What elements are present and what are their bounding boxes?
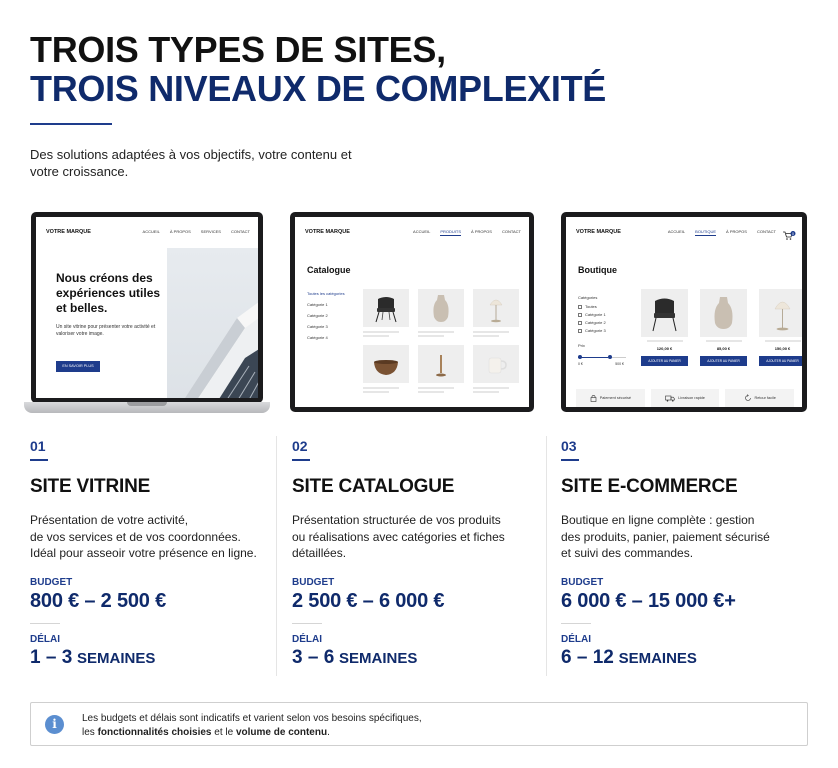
building-illustration xyxy=(167,248,258,398)
delay-label: DÉLAI xyxy=(30,634,60,645)
catalogue-category-list xyxy=(307,291,359,346)
catalogue-nav-contact[interactable]: CONTACT xyxy=(501,229,521,234)
truck-icon xyxy=(665,395,675,402)
price-max: 500 € xyxy=(615,362,624,366)
boutique-page-title: Boutique xyxy=(578,265,617,275)
column-separator xyxy=(546,436,547,676)
vitrine-nav-contact[interactable]: CONTACT xyxy=(230,229,250,234)
filter-checkbox[interactable]: Catégorie 2 xyxy=(578,320,638,325)
category-link[interactable]: Catégorie 1 xyxy=(307,302,328,307)
ecommerce-nav-boutique[interactable]: BOUTIQUE xyxy=(695,229,717,234)
delay-label: DÉLAI xyxy=(561,634,591,645)
offer-number-divider xyxy=(30,459,48,461)
title-line-1: TROIS TYPES DE SITES, xyxy=(30,29,446,70)
product-price: 85,00 € xyxy=(716,346,731,351)
budget-divider xyxy=(561,623,591,624)
trust-fast-delivery: Livraison rapide xyxy=(651,389,720,407)
budget-value: 6 000 € – 15 000 €+ xyxy=(561,590,736,612)
info-icon: i xyxy=(45,715,64,734)
catalogue-nav-produits[interactable]: PRODUITS xyxy=(440,229,462,234)
vitrine-hero-text: Un site vitrine pour présenter votre activité et valoriser votre image. xyxy=(56,324,156,337)
filter-checkbox[interactable]: Catégorie 3 xyxy=(578,328,638,333)
vase-image xyxy=(700,289,747,337)
shop-product-card xyxy=(641,289,688,366)
offer-title: SITE CATALOGUE xyxy=(292,476,455,497)
cart-icon[interactable] xyxy=(782,228,796,246)
laptop-mockup-vitrine xyxy=(31,212,263,403)
lamp-image xyxy=(473,289,519,327)
offer-description: Boutique en ligne complète : gestion des produits, panier, paiement sécurisé et suivi des commandes. xyxy=(561,513,770,560)
ecommerce-nav-apropos[interactable]: À PROPOS xyxy=(726,229,747,234)
title-line-2: TROIS NIVEAUX DE COMPLEXITÉ xyxy=(30,68,606,109)
catalogue-nav-accueil[interactable]: ACCUEIL xyxy=(413,229,431,234)
category-link[interactable]: Catégorie 3 xyxy=(307,324,328,329)
add-to-cart-button[interactable]: AJOUTER AU PANIER xyxy=(641,356,688,366)
offer-column-ecommerce xyxy=(561,438,801,669)
product-card[interactable] xyxy=(473,345,519,393)
catalogue-nav-apropos[interactable]: À PROPOS xyxy=(471,229,492,234)
ecommerce-nav-accueil[interactable]: ACCUEIL xyxy=(667,229,686,234)
title-divider xyxy=(30,123,112,125)
delay-value: 1 – 3 SEMAINES xyxy=(30,647,156,668)
offer-column-catalogue xyxy=(292,438,532,669)
boutique-filters xyxy=(578,295,638,366)
product-card[interactable] xyxy=(418,345,464,393)
vitrine-hero-title: Nous créons des expériences utiles et belles. xyxy=(56,271,161,315)
trust-badges xyxy=(576,389,794,407)
vitrine-brand: VOTRE MARQUE xyxy=(46,229,91,235)
catalogue-product-grid xyxy=(363,289,519,393)
ecommerce-nav xyxy=(566,229,802,241)
product-price: 150,00 € xyxy=(774,346,791,351)
budget-label: BUDGET xyxy=(561,577,604,588)
budget-value: 800 € – 2 500 € xyxy=(30,590,167,612)
delay-value: 6 – 12 SEMAINES xyxy=(561,647,697,668)
product-card[interactable] xyxy=(363,289,409,337)
vitrine-nav-accueil[interactable]: ACCUEIL xyxy=(142,229,160,234)
architecture-image xyxy=(167,248,258,398)
lamp-image xyxy=(759,289,802,337)
catalogue-page-title: Catalogue xyxy=(307,265,351,275)
budget-label: BUDGET xyxy=(292,577,335,588)
filter-checkbox[interactable]: Catégorie 1 xyxy=(578,312,638,317)
offer-number: 03 xyxy=(561,438,577,454)
vitrine-learn-more-button[interactable]: EN SAVOIR PLUS xyxy=(56,361,100,372)
product-price: 120,00 € xyxy=(656,346,673,351)
filter-label: Catégories xyxy=(578,295,598,300)
category-link[interactable]: Catégorie 2 xyxy=(307,313,328,318)
offer-column-vitrine xyxy=(30,438,270,669)
product-card[interactable] xyxy=(418,289,464,337)
price-label: Prix xyxy=(578,343,585,348)
price-slider[interactable] xyxy=(578,354,638,360)
chair-image xyxy=(363,289,409,327)
vitrine-screen xyxy=(36,217,258,398)
offer-number-divider xyxy=(292,459,310,461)
offer-description: Présentation structurée de vos produits ou réalisations avec catégories et fiches détaillées. xyxy=(292,513,505,560)
boutique-product-grid xyxy=(641,289,802,366)
monitor-mockup-catalogue xyxy=(290,212,534,412)
offer-title: SITE VITRINE xyxy=(30,476,151,497)
budget-divider xyxy=(292,623,322,624)
catalogue-brand: VOTRE MARQUE xyxy=(305,229,350,235)
offer-title: SITE E-COMMERCE xyxy=(561,476,738,497)
product-card[interactable] xyxy=(473,289,519,337)
budget-label: BUDGET xyxy=(30,577,73,588)
product-card[interactable] xyxy=(363,345,409,393)
offer-number-divider xyxy=(561,459,579,461)
info-note xyxy=(30,702,808,746)
column-separator xyxy=(276,436,277,676)
ecommerce-nav-contact[interactable]: CONTACT xyxy=(756,229,776,234)
vitrine-nav xyxy=(36,229,258,241)
bowl-image xyxy=(363,345,409,383)
shop-product-card xyxy=(700,289,747,366)
vase-image xyxy=(418,289,464,327)
price-min: 0 € xyxy=(578,362,583,366)
offer-description: Présentation de votre activité, de vos services et de vos coordonnées. Idéal pour asseoir votre présence en ligne. xyxy=(30,513,257,560)
catalogue-nav xyxy=(295,229,529,241)
chair-image xyxy=(641,289,688,337)
offer-number: 02 xyxy=(292,438,308,454)
laptop-notch xyxy=(127,402,167,406)
trust-easy-return: Retour facile xyxy=(725,389,794,407)
vitrine-nav-services[interactable]: SERVICES xyxy=(200,229,221,234)
delay-value: 3 – 6 SEMAINES xyxy=(292,647,418,668)
mug-image xyxy=(473,345,519,383)
page-title xyxy=(30,30,606,108)
category-link[interactable]: Catégorie 4 xyxy=(307,335,328,340)
ecommerce-screen xyxy=(566,217,802,407)
vitrine-nav-apropos[interactable]: À PROPOS xyxy=(169,229,191,234)
catalogue-screen xyxy=(295,217,529,407)
ecommerce-brand: VOTRE MARQUE xyxy=(576,229,621,235)
category-link[interactable]: Toutes les catégories xyxy=(307,291,345,296)
add-to-cart-button[interactable]: AJOUTER AU PANIER xyxy=(700,356,747,366)
trust-secure-payment: Paiement sécurisé xyxy=(576,389,645,407)
offer-number: 01 xyxy=(30,438,46,454)
page-subtitle: Des solutions adaptées à vos objectifs, votre contenu et votre croissance. xyxy=(30,147,352,179)
shop-product-card xyxy=(759,289,802,366)
delay-label: DÉLAI xyxy=(292,634,322,645)
return-icon xyxy=(744,394,752,402)
add-to-cart-button[interactable]: AJOUTER AU PANIER xyxy=(759,356,802,366)
info-note-text: Les budgets et délais sont indicatifs et varient selon vos besoins spécifiques, les fonctionnalités choisies et le volume de contenu. xyxy=(82,713,422,738)
budget-divider xyxy=(30,623,60,624)
filter-checkbox[interactable]: Toutes xyxy=(578,304,638,309)
lock-icon xyxy=(590,394,597,402)
monitor-mockup-ecommerce xyxy=(561,212,807,412)
cart-count: 0 xyxy=(792,231,794,236)
budget-value: 2 500 € – 6 000 € xyxy=(292,590,445,612)
candle-image xyxy=(418,345,464,383)
